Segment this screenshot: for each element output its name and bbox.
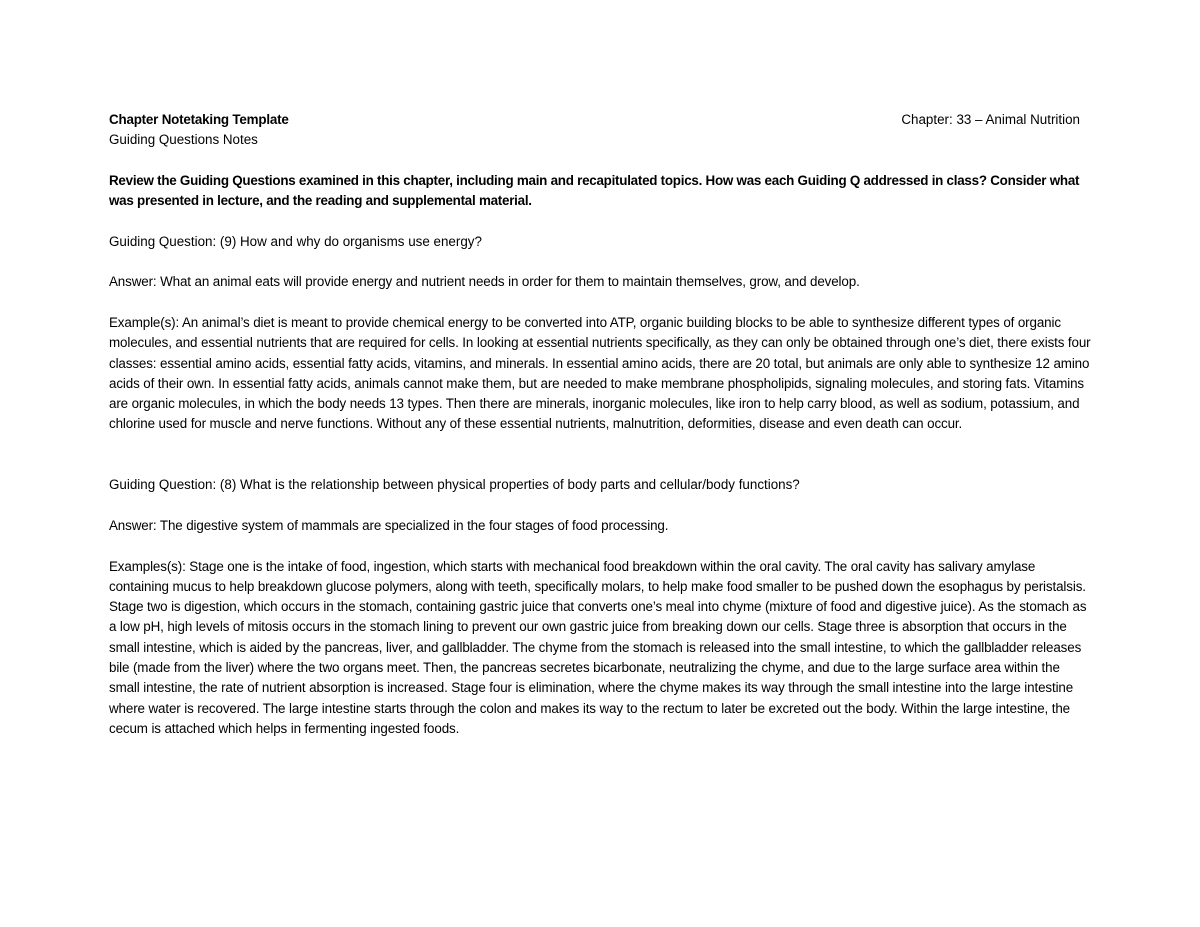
document-body <box>109 110 1091 739</box>
document-title: Chapter Notetaking Template <box>109 112 289 127</box>
guiding-question-1: Guiding Question: (9) How and why do organisms use energy? <box>109 233 482 249</box>
instructions-text: Review the Guiding Questions examined in this chapter, including main and recapitulated topics. How was each Guiding Q addressed in class? Consider what was presented in lecture, and the reading and supplemental material. <box>109 172 1080 209</box>
examples-1: Example(s): An animal’s diet is meant to provide chemical energy to be converted into ATP, organic building blocks to be able to synthesize different types of organic molecules, and essential nutrients that are required for cells. In looking at essential nutrients specifically, as they can only be obtained through one’s diet, there exists four classes: essential amino acids, essential fatty acids, vitamins, and minerals. In essential amino acids, there are 20 total, but animals are only able to synthesize 12 amino acids of their own. In essential fatty acids, animals cannot make them, but are needed to make membrane phospholipids, signaling molecules, and storing fats. Vitamins are organic molecules, in which the body needs 13 types. Then there are minerals, inorganic molecules, like iron to help carry blood, as well as sodium, potassium, and chlorine used for muscle and nerve functions. Without any of these essential nutrients, malnutrition, deformities, disease and even death can occur. <box>109 314 1091 432</box>
chapter-label: Chapter: 33 – Animal Nutrition <box>901 112 1080 127</box>
answer-2: Answer: The digestive system of mammals are specialized in the four stages of food processing. <box>109 517 669 533</box>
answer-1: Answer: What an animal eats will provide energy and nutrient needs in order for them to maintain themselves, grow, and develop. <box>109 274 860 290</box>
header-row <box>109 110 1091 130</box>
document-subtitle: Guiding Questions Notes <box>109 132 258 148</box>
examples-2: Examples(s): Stage one is the intake of food, ingestion, which starts with mechanical food breakdown within the oral cavity. The oral cavity has salivary amylase containing mucus to help breakdown glucose polymers, along with teeth, specifically molars, to help make food smaller to be pushed down the esophagus by peristalsis. Stage two is digestion, which occurs in the stomach, containing gastric juice that converts one’s meal into chyme (mixture of food and digestive juice). As the stomach as a low pH, high levels of mitosis occurs in the stomach lining to prevent our own gastric juice from breaking down our cells. Stage three is absorption that occurs in the small intestine, which is aided by the pancreas, liver, and gallbladder. The chyme from the stomach is released into the small intestine, to which the gallbladder releases bile (made from the liver) where the two organs meet. Then, the pancreas secretes bicarbonate, neutralizing the chyme, and due to the large surface area within the small intestine, the rate of nutrient absorption is increased. Stage four is elimination, where the chyme makes its way through the small intestine into the large intestine where water is recovered. The large intestine starts through the colon and makes its way to the rectum to later be excreted out the body. Within the large intestine, the cecum is attached which helps in fermenting ingested foods. <box>109 558 1087 736</box>
guiding-question-2: Guiding Question: (8) What is the relationship between physical properties of body parts and cellular/body functions? <box>109 477 800 493</box>
